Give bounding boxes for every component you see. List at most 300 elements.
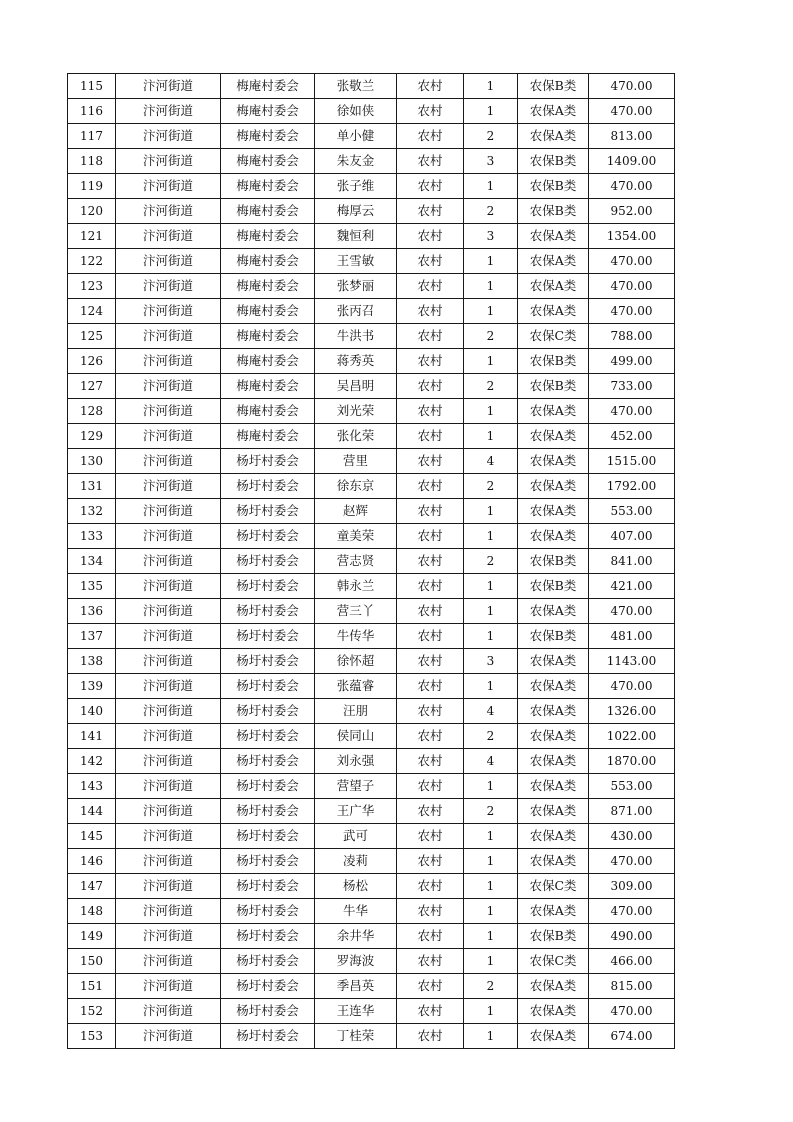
name-cell: 张丙召 [315, 299, 397, 324]
row-number-cell: 118 [68, 149, 116, 174]
insurance-category-cell: 农保A类 [518, 699, 589, 724]
insurance-category-cell: 农保A类 [518, 274, 589, 299]
insurance-category-cell: 农保C类 [518, 874, 589, 899]
household-size-cell: 3 [464, 224, 518, 249]
table-row [68, 199, 675, 224]
row-number-cell: 142 [68, 749, 116, 774]
street-cell: 汴河街道 [116, 449, 221, 474]
area-type-cell: 农村 [397, 749, 464, 774]
village-committee-cell: 梅庵村委会 [221, 249, 315, 274]
household-size-cell: 1 [464, 249, 518, 274]
name-cell: 刘永强 [315, 749, 397, 774]
area-type-cell: 农村 [397, 999, 464, 1024]
street-cell: 汴河街道 [116, 374, 221, 399]
village-committee-cell: 梅庵村委会 [221, 324, 315, 349]
area-type-cell: 农村 [397, 99, 464, 124]
household-size-cell: 1 [464, 74, 518, 99]
table-row [68, 599, 675, 624]
street-cell: 汴河街道 [116, 999, 221, 1024]
table-row [68, 999, 675, 1024]
table-row [68, 624, 675, 649]
amount-cell: 553.00 [589, 774, 675, 799]
amount-cell: 470.00 [589, 99, 675, 124]
amount-cell: 553.00 [589, 499, 675, 524]
amount-cell: 674.00 [589, 1024, 675, 1049]
village-committee-cell: 杨圩村委会 [221, 899, 315, 924]
area-type-cell: 农村 [397, 449, 464, 474]
insurance-category-cell: 农保A类 [518, 799, 589, 824]
household-size-cell: 2 [464, 974, 518, 999]
amount-cell: 452.00 [589, 424, 675, 449]
name-cell: 营里 [315, 449, 397, 474]
amount-cell: 952.00 [589, 199, 675, 224]
name-cell: 侯同山 [315, 724, 397, 749]
household-size-cell: 2 [464, 324, 518, 349]
street-cell: 汴河街道 [116, 874, 221, 899]
table-row [68, 799, 675, 824]
household-size-cell: 4 [464, 749, 518, 774]
street-cell: 汴河街道 [116, 224, 221, 249]
row-number-cell: 152 [68, 999, 116, 1024]
household-size-cell: 1 [464, 999, 518, 1024]
row-number-cell: 150 [68, 949, 116, 974]
insurance-category-cell: 农保A类 [518, 124, 589, 149]
street-cell: 汴河街道 [116, 799, 221, 824]
table-row [68, 774, 675, 799]
insurance-category-cell: 农保A类 [518, 299, 589, 324]
household-size-cell: 1 [464, 824, 518, 849]
name-cell: 张化荣 [315, 424, 397, 449]
amount-cell: 1022.00 [589, 724, 675, 749]
amount-cell: 470.00 [589, 999, 675, 1024]
insurance-category-cell: 农保A类 [518, 899, 589, 924]
insurance-category-cell: 农保B类 [518, 199, 589, 224]
street-cell: 汴河街道 [116, 324, 221, 349]
row-number-cell: 134 [68, 549, 116, 574]
table-row [68, 149, 675, 174]
name-cell: 牛传华 [315, 624, 397, 649]
village-committee-cell: 杨圩村委会 [221, 874, 315, 899]
area-type-cell: 农村 [397, 849, 464, 874]
table-row [68, 274, 675, 299]
household-size-cell: 3 [464, 649, 518, 674]
village-committee-cell: 梅庵村委会 [221, 149, 315, 174]
amount-cell: 1515.00 [589, 449, 675, 474]
amount-cell: 470.00 [589, 299, 675, 324]
row-number-cell: 151 [68, 974, 116, 999]
area-type-cell: 农村 [397, 374, 464, 399]
area-type-cell: 农村 [397, 424, 464, 449]
household-size-cell: 1 [464, 274, 518, 299]
row-number-cell: 130 [68, 449, 116, 474]
row-number-cell: 144 [68, 799, 116, 824]
name-cell: 营望子 [315, 774, 397, 799]
name-cell: 童美荣 [315, 524, 397, 549]
village-committee-cell: 杨圩村委会 [221, 674, 315, 699]
village-committee-cell: 杨圩村委会 [221, 824, 315, 849]
street-cell: 汴河街道 [116, 549, 221, 574]
name-cell: 武可 [315, 824, 397, 849]
table-row [68, 1024, 675, 1049]
village-committee-cell: 杨圩村委会 [221, 1024, 315, 1049]
village-committee-cell: 杨圩村委会 [221, 949, 315, 974]
area-type-cell: 农村 [397, 724, 464, 749]
amount-cell: 1143.00 [589, 649, 675, 674]
insurance-category-cell: 农保A类 [518, 99, 589, 124]
amount-cell: 470.00 [589, 674, 675, 699]
amount-cell: 470.00 [589, 274, 675, 299]
area-type-cell: 农村 [397, 574, 464, 599]
street-cell: 汴河街道 [116, 849, 221, 874]
street-cell: 汴河街道 [116, 649, 221, 674]
amount-cell: 470.00 [589, 849, 675, 874]
table-row [68, 574, 675, 599]
table-row [68, 649, 675, 674]
street-cell: 汴河街道 [116, 174, 221, 199]
area-type-cell: 农村 [397, 1024, 464, 1049]
street-cell: 汴河街道 [116, 74, 221, 99]
area-type-cell: 农村 [397, 699, 464, 724]
street-cell: 汴河街道 [116, 924, 221, 949]
amount-cell: 1409.00 [589, 149, 675, 174]
table-row [68, 349, 675, 374]
village-committee-cell: 杨圩村委会 [221, 474, 315, 499]
household-size-cell: 3 [464, 149, 518, 174]
street-cell: 汴河街道 [116, 149, 221, 174]
table-body [68, 74, 675, 1049]
village-committee-cell: 梅庵村委会 [221, 199, 315, 224]
insurance-category-cell: 农保A类 [518, 774, 589, 799]
village-committee-cell: 梅庵村委会 [221, 299, 315, 324]
amount-cell: 1354.00 [589, 224, 675, 249]
area-type-cell: 农村 [397, 949, 464, 974]
insurance-category-cell: 农保A类 [518, 724, 589, 749]
village-committee-cell: 梅庵村委会 [221, 174, 315, 199]
household-size-cell: 1 [464, 624, 518, 649]
name-cell: 徐怀超 [315, 649, 397, 674]
area-type-cell: 农村 [397, 399, 464, 424]
table-row [68, 174, 675, 199]
village-committee-cell: 杨圩村委会 [221, 999, 315, 1024]
row-number-cell: 153 [68, 1024, 116, 1049]
amount-cell: 470.00 [589, 249, 675, 274]
village-committee-cell: 梅庵村委会 [221, 424, 315, 449]
household-size-cell: 1 [464, 1024, 518, 1049]
row-number-cell: 133 [68, 524, 116, 549]
household-size-cell: 1 [464, 499, 518, 524]
name-cell: 朱友金 [315, 149, 397, 174]
street-cell: 汴河街道 [116, 749, 221, 774]
row-number-cell: 117 [68, 124, 116, 149]
village-committee-cell: 杨圩村委会 [221, 599, 315, 624]
name-cell: 蒋秀英 [315, 349, 397, 374]
street-cell: 汴河街道 [116, 674, 221, 699]
village-committee-cell: 杨圩村委会 [221, 524, 315, 549]
row-number-cell: 145 [68, 824, 116, 849]
table-row [68, 549, 675, 574]
amount-cell: 1326.00 [589, 699, 675, 724]
household-size-cell: 1 [464, 774, 518, 799]
table-row [68, 299, 675, 324]
name-cell: 牛洪书 [315, 324, 397, 349]
beneficiary-table [67, 73, 675, 1049]
area-type-cell: 农村 [397, 224, 464, 249]
insurance-category-cell: 农保A类 [518, 974, 589, 999]
street-cell: 汴河街道 [116, 824, 221, 849]
village-committee-cell: 杨圩村委会 [221, 724, 315, 749]
insurance-category-cell: 农保B类 [518, 624, 589, 649]
table-row [68, 974, 675, 999]
area-type-cell: 农村 [397, 924, 464, 949]
table-row [68, 124, 675, 149]
street-cell: 汴河街道 [116, 124, 221, 149]
street-cell: 汴河街道 [116, 774, 221, 799]
household-size-cell: 2 [464, 474, 518, 499]
row-number-cell: 131 [68, 474, 116, 499]
name-cell: 罗海波 [315, 949, 397, 974]
insurance-category-cell: 农保A类 [518, 649, 589, 674]
row-number-cell: 127 [68, 374, 116, 399]
amount-cell: 430.00 [589, 824, 675, 849]
insurance-category-cell: 农保B类 [518, 149, 589, 174]
area-type-cell: 农村 [397, 324, 464, 349]
area-type-cell: 农村 [397, 824, 464, 849]
name-cell: 季昌英 [315, 974, 397, 999]
insurance-category-cell: 农保B类 [518, 74, 589, 99]
insurance-category-cell: 农保B类 [518, 924, 589, 949]
insurance-category-cell: 农保A类 [518, 849, 589, 874]
name-cell: 徐东京 [315, 474, 397, 499]
area-type-cell: 农村 [397, 599, 464, 624]
household-size-cell: 1 [464, 174, 518, 199]
village-committee-cell: 梅庵村委会 [221, 374, 315, 399]
table-row [68, 849, 675, 874]
street-cell: 汴河街道 [116, 399, 221, 424]
area-type-cell: 农村 [397, 299, 464, 324]
name-cell: 王连华 [315, 999, 397, 1024]
street-cell: 汴河街道 [116, 1024, 221, 1049]
household-size-cell: 1 [464, 599, 518, 624]
street-cell: 汴河街道 [116, 624, 221, 649]
village-committee-cell: 杨圩村委会 [221, 774, 315, 799]
table-row [68, 374, 675, 399]
street-cell: 汴河街道 [116, 424, 221, 449]
amount-cell: 470.00 [589, 399, 675, 424]
name-cell: 杨松 [315, 874, 397, 899]
table-row [68, 824, 675, 849]
name-cell: 余井华 [315, 924, 397, 949]
area-type-cell: 农村 [397, 974, 464, 999]
insurance-category-cell: 农保A类 [518, 399, 589, 424]
village-committee-cell: 梅庵村委会 [221, 224, 315, 249]
insurance-category-cell: 农保A类 [518, 224, 589, 249]
row-number-cell: 115 [68, 74, 116, 99]
row-number-cell: 125 [68, 324, 116, 349]
area-type-cell: 农村 [397, 899, 464, 924]
name-cell: 韩永兰 [315, 574, 397, 599]
household-size-cell: 1 [464, 574, 518, 599]
household-size-cell: 1 [464, 849, 518, 874]
row-number-cell: 122 [68, 249, 116, 274]
row-number-cell: 138 [68, 649, 116, 674]
name-cell: 单小健 [315, 124, 397, 149]
village-committee-cell: 杨圩村委会 [221, 574, 315, 599]
row-number-cell: 126 [68, 349, 116, 374]
table-row [68, 474, 675, 499]
row-number-cell: 147 [68, 874, 116, 899]
amount-cell: 813.00 [589, 124, 675, 149]
household-size-cell: 2 [464, 549, 518, 574]
area-type-cell: 农村 [397, 349, 464, 374]
amount-cell: 815.00 [589, 974, 675, 999]
insurance-category-cell: 农保C类 [518, 324, 589, 349]
insurance-category-cell: 农保A类 [518, 249, 589, 274]
amount-cell: 309.00 [589, 874, 675, 899]
insurance-category-cell: 农保B类 [518, 349, 589, 374]
village-committee-cell: 杨圩村委会 [221, 499, 315, 524]
street-cell: 汴河街道 [116, 574, 221, 599]
amount-cell: 871.00 [589, 799, 675, 824]
amount-cell: 788.00 [589, 324, 675, 349]
household-size-cell: 1 [464, 299, 518, 324]
table-row [68, 99, 675, 124]
area-type-cell: 农村 [397, 524, 464, 549]
village-committee-cell: 杨圩村委会 [221, 849, 315, 874]
insurance-category-cell: 农保A类 [518, 749, 589, 774]
name-cell: 汪朋 [315, 699, 397, 724]
amount-cell: 1870.00 [589, 749, 675, 774]
insurance-category-cell: 农保B类 [518, 174, 589, 199]
household-size-cell: 4 [464, 699, 518, 724]
village-committee-cell: 杨圩村委会 [221, 624, 315, 649]
table-row [68, 674, 675, 699]
village-committee-cell: 杨圩村委会 [221, 699, 315, 724]
amount-cell: 421.00 [589, 574, 675, 599]
street-cell: 汴河街道 [116, 974, 221, 999]
name-cell: 牛华 [315, 899, 397, 924]
table-row [68, 74, 675, 99]
amount-cell: 490.00 [589, 924, 675, 949]
name-cell: 魏恒利 [315, 224, 397, 249]
street-cell: 汴河街道 [116, 99, 221, 124]
street-cell: 汴河街道 [116, 199, 221, 224]
area-type-cell: 农村 [397, 799, 464, 824]
row-number-cell: 141 [68, 724, 116, 749]
amount-cell: 466.00 [589, 949, 675, 974]
area-type-cell: 农村 [397, 649, 464, 674]
row-number-cell: 140 [68, 699, 116, 724]
household-size-cell: 1 [464, 424, 518, 449]
village-committee-cell: 梅庵村委会 [221, 399, 315, 424]
insurance-category-cell: 农保A类 [518, 424, 589, 449]
name-cell: 梅厚云 [315, 199, 397, 224]
street-cell: 汴河街道 [116, 474, 221, 499]
name-cell: 赵辉 [315, 499, 397, 524]
row-number-cell: 137 [68, 624, 116, 649]
amount-cell: 470.00 [589, 74, 675, 99]
insurance-category-cell: 农保A类 [518, 524, 589, 549]
insurance-category-cell: 农保B类 [518, 549, 589, 574]
name-cell: 张梦丽 [315, 274, 397, 299]
area-type-cell: 农村 [397, 74, 464, 99]
name-cell: 丁桂荣 [315, 1024, 397, 1049]
row-number-cell: 120 [68, 199, 116, 224]
table-row [68, 524, 675, 549]
table-row [68, 949, 675, 974]
village-committee-cell: 杨圩村委会 [221, 649, 315, 674]
amount-cell: 733.00 [589, 374, 675, 399]
village-committee-cell: 梅庵村委会 [221, 74, 315, 99]
household-size-cell: 2 [464, 799, 518, 824]
household-size-cell: 2 [464, 124, 518, 149]
row-number-cell: 143 [68, 774, 116, 799]
street-cell: 汴河街道 [116, 699, 221, 724]
table-row [68, 699, 675, 724]
amount-cell: 407.00 [589, 524, 675, 549]
insurance-category-cell: 农保A类 [518, 824, 589, 849]
name-cell: 张敬兰 [315, 74, 397, 99]
street-cell: 汴河街道 [116, 299, 221, 324]
area-type-cell: 农村 [397, 774, 464, 799]
street-cell: 汴河街道 [116, 524, 221, 549]
row-number-cell: 135 [68, 574, 116, 599]
table-row [68, 449, 675, 474]
village-committee-cell: 梅庵村委会 [221, 349, 315, 374]
name-cell: 刘光荣 [315, 399, 397, 424]
amount-cell: 1792.00 [589, 474, 675, 499]
row-number-cell: 149 [68, 924, 116, 949]
row-number-cell: 116 [68, 99, 116, 124]
name-cell: 王雪敏 [315, 249, 397, 274]
table-row [68, 424, 675, 449]
village-committee-cell: 杨圩村委会 [221, 799, 315, 824]
household-size-cell: 2 [464, 724, 518, 749]
name-cell: 营志贤 [315, 549, 397, 574]
village-committee-cell: 杨圩村委会 [221, 924, 315, 949]
area-type-cell: 农村 [397, 499, 464, 524]
table-row [68, 249, 675, 274]
area-type-cell: 农村 [397, 474, 464, 499]
household-size-cell: 1 [464, 349, 518, 374]
household-size-cell: 1 [464, 674, 518, 699]
household-size-cell: 1 [464, 924, 518, 949]
row-number-cell: 139 [68, 674, 116, 699]
household-size-cell: 2 [464, 199, 518, 224]
name-cell: 徐如侠 [315, 99, 397, 124]
table-row [68, 399, 675, 424]
amount-cell: 841.00 [589, 549, 675, 574]
village-committee-cell: 梅庵村委会 [221, 99, 315, 124]
insurance-category-cell: 农保B类 [518, 574, 589, 599]
area-type-cell: 农村 [397, 549, 464, 574]
table-row [68, 224, 675, 249]
street-cell: 汴河街道 [116, 899, 221, 924]
name-cell: 王广华 [315, 799, 397, 824]
row-number-cell: 119 [68, 174, 116, 199]
amount-cell: 481.00 [589, 624, 675, 649]
row-number-cell: 123 [68, 274, 116, 299]
table-row [68, 499, 675, 524]
row-number-cell: 129 [68, 424, 116, 449]
area-type-cell: 农村 [397, 274, 464, 299]
name-cell: 营三丫 [315, 599, 397, 624]
row-number-cell: 128 [68, 399, 116, 424]
row-number-cell: 136 [68, 599, 116, 624]
insurance-category-cell: 农保A类 [518, 999, 589, 1024]
row-number-cell: 148 [68, 899, 116, 924]
table-row [68, 899, 675, 924]
row-number-cell: 124 [68, 299, 116, 324]
